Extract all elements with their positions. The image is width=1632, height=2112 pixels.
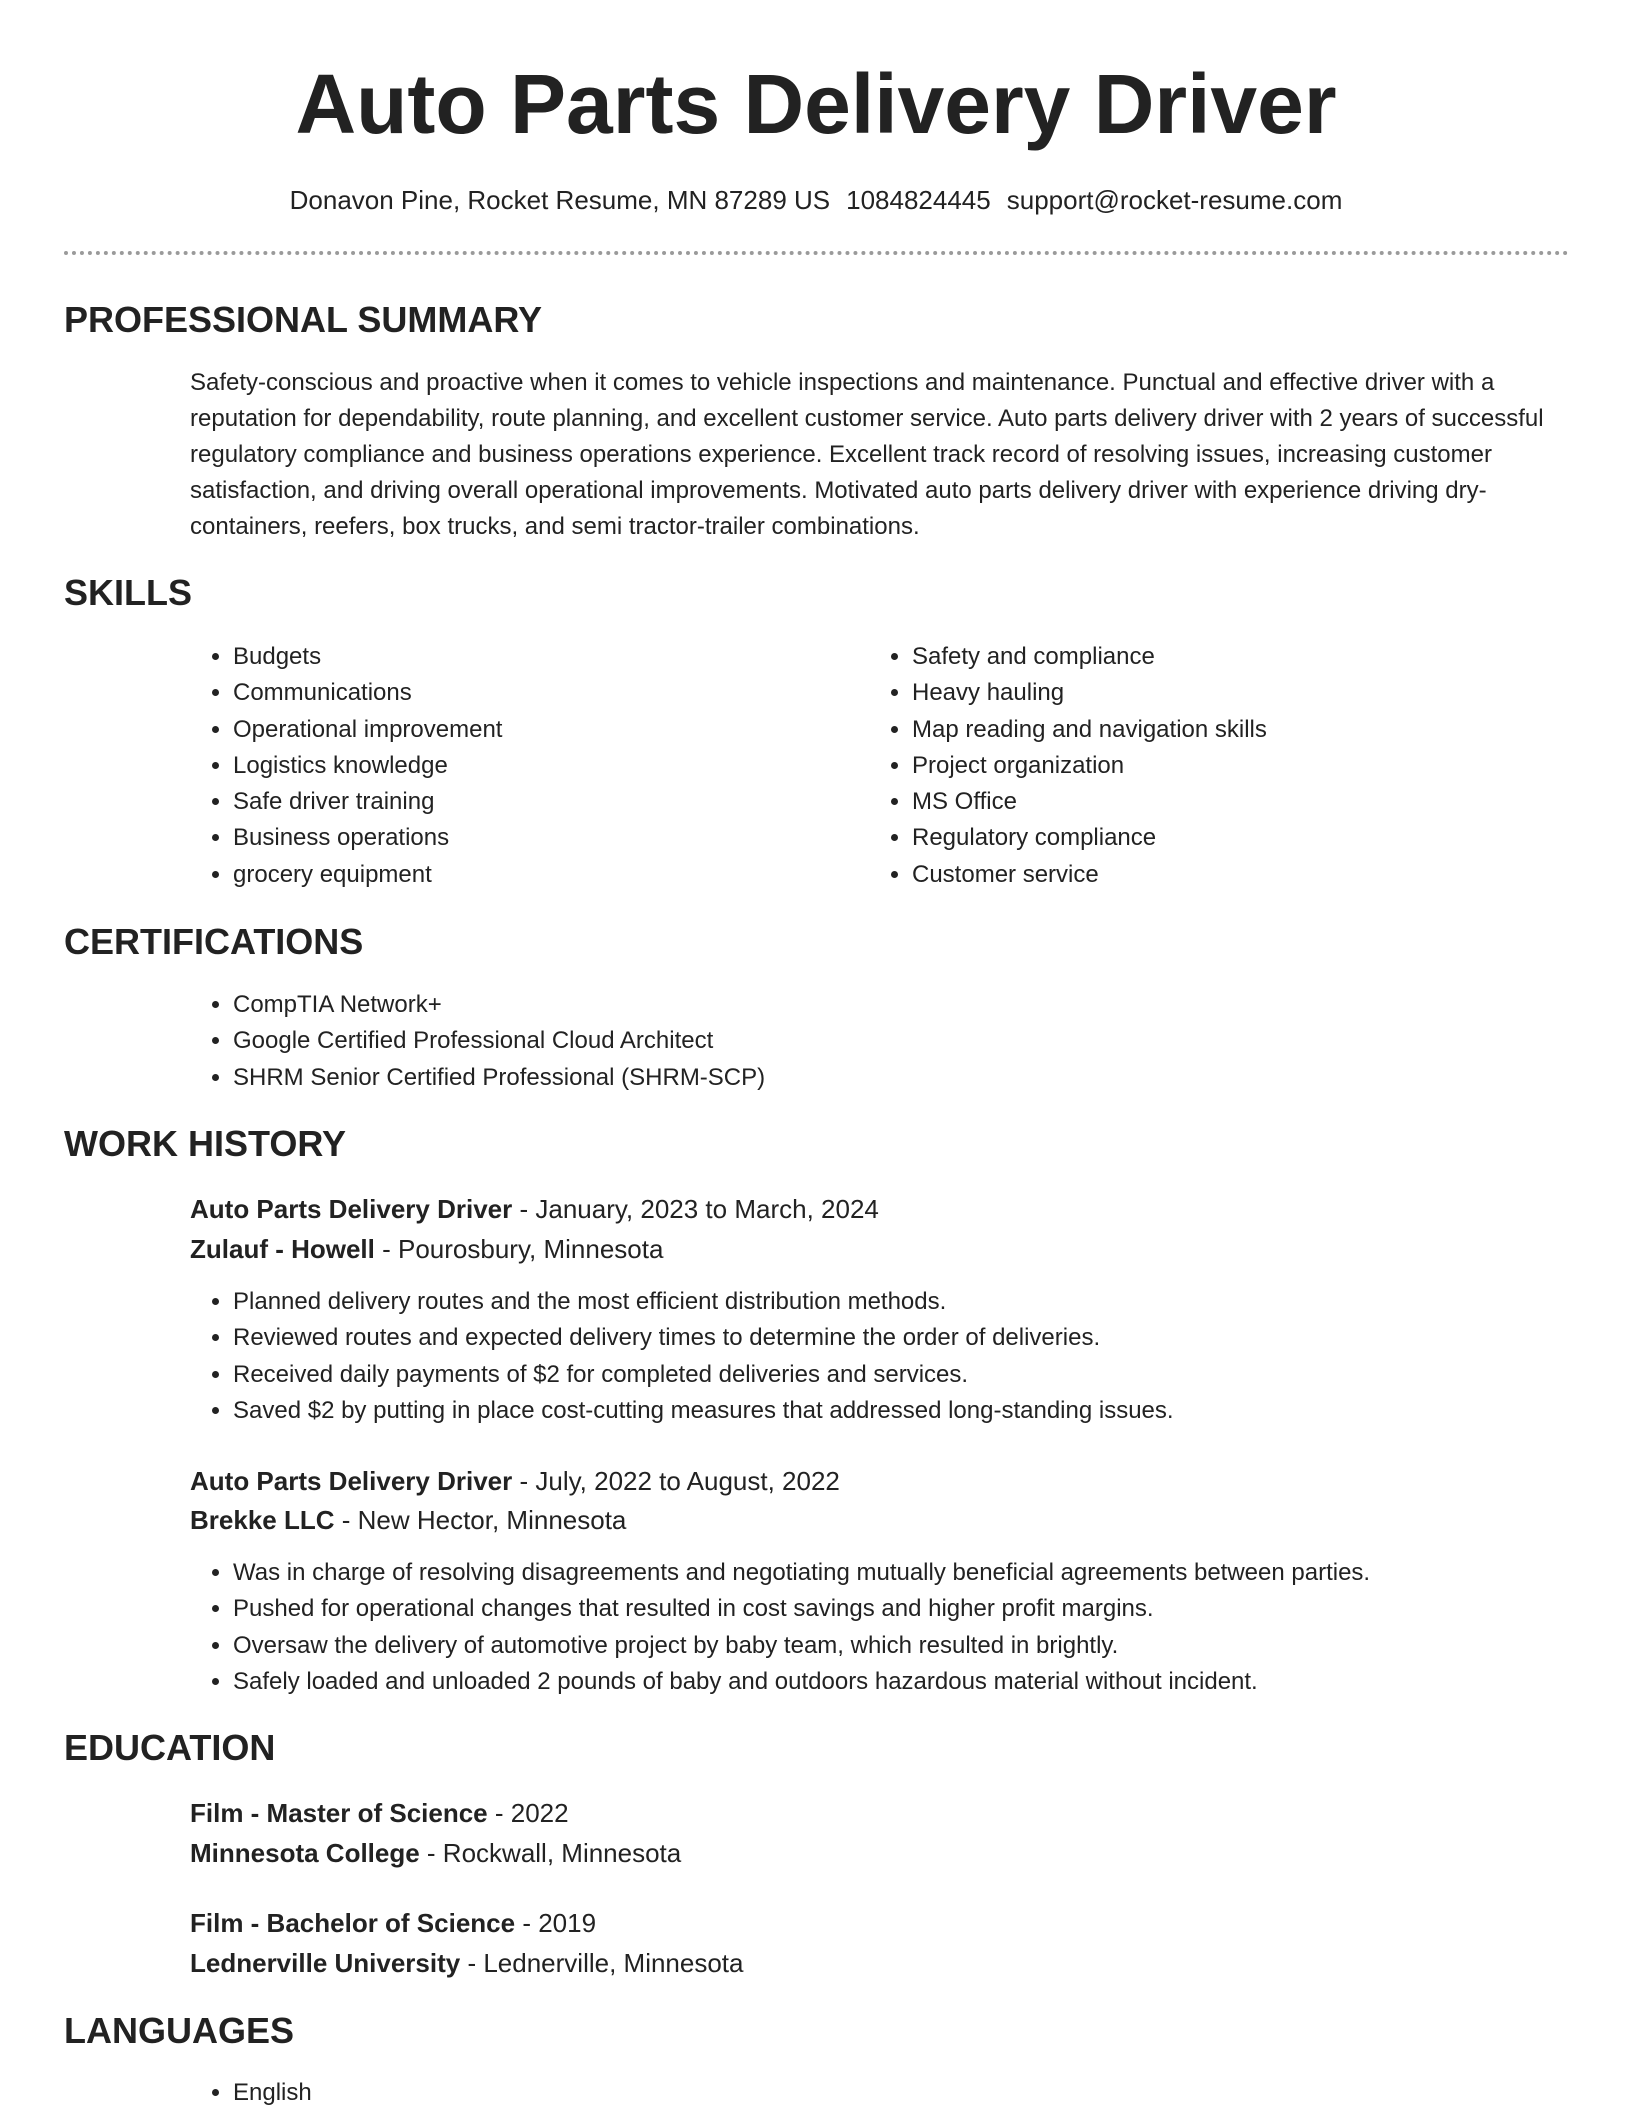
education-year: - 2022 xyxy=(487,1798,569,1828)
summary-text: Safety-conscious and proactive when it comes to vehicle inspections and maintenance. Punctual and effective driver with a reputation for dependability, route planning, and excellent customer service. Auto parts delivery driver with 2 years of successful regulatory compliance and business operations experience. Excellent track record of resolving issues, increasing customer satisfaction, and driving overall operational improvements. Motivated auto parts delivery driver with experience driving dry-containers, reefers, box trucks, and semi tractor-trailer combinations. xyxy=(190,369,1544,540)
job-bullet: • Received daily payments of $2 for completed deliveries and services. xyxy=(233,1357,1613,1393)
job-bullet: • Reviewed routes and expected delivery times to determine the order of deliveries. xyxy=(233,1320,1613,1356)
certification-item: • Google Certified Professional Cloud Architect xyxy=(233,1023,1613,1059)
contact-phone: 1084824445 xyxy=(846,185,991,215)
job-company-line xyxy=(190,1500,626,1540)
language-item: • English xyxy=(233,2075,1613,2111)
work-history-heading: WORK HISTORY xyxy=(64,1123,347,1164)
skill-item: • Operational improvement xyxy=(233,712,853,748)
skills-list-left xyxy=(190,639,853,893)
education-degree-line xyxy=(190,1793,569,1833)
job-location: - New Hector, Minnesota xyxy=(334,1505,627,1535)
skill-item: • Map reading and navigation skills xyxy=(912,712,1612,748)
skills-heading: SKILLS xyxy=(64,572,193,613)
skill-item: • Customer service xyxy=(912,857,1612,893)
education-school-line xyxy=(190,1943,744,1983)
job-location: - Pourosbury, Minnesota xyxy=(374,1234,664,1264)
job-bullet: • Planned delivery routes and the most efficient distribution methods. xyxy=(233,1284,1613,1320)
skill-item: • grocery equipment xyxy=(233,857,853,893)
job-dates: - January, 2023 to March, 2024 xyxy=(512,1194,879,1224)
skill-item: • Logistics knowledge xyxy=(233,748,853,784)
education-heading: EDUCATION xyxy=(64,1727,276,1768)
education-location: - Rockwall, Minnesota xyxy=(419,1838,682,1868)
job-bullet: • Saved $2 by putting in place cost-cutting measures that addressed long-standing issues. xyxy=(233,1393,1613,1429)
job-bullets xyxy=(190,1284,1613,1429)
job-company: Brekke LLC xyxy=(190,1505,335,1535)
education-school: Minnesota College xyxy=(190,1838,420,1868)
job-dates: - July, 2022 to August, 2022 xyxy=(512,1466,840,1496)
job-company-line xyxy=(190,1229,663,1269)
skill-item: • Business operations xyxy=(233,820,853,856)
languages-list xyxy=(190,2075,1613,2111)
education-year: - 2019 xyxy=(515,1908,597,1938)
skill-item: • Heavy hauling xyxy=(912,675,1612,711)
certification-item: • SHRM Senior Certified Professional (SHRM-SCP) xyxy=(233,1060,1613,1096)
job-title-line xyxy=(190,1189,879,1229)
education-school: Lednerville University xyxy=(190,1948,461,1978)
skill-item: • MS Office xyxy=(912,784,1612,820)
skill-item: • Safe driver training xyxy=(233,784,853,820)
certifications-heading: CERTIFICATIONS xyxy=(64,921,364,962)
skill-item: • Regulatory compliance xyxy=(912,820,1612,856)
job-title: Auto Parts Delivery Driver xyxy=(190,1466,513,1496)
skill-item: • Project organization xyxy=(912,748,1612,784)
contact-email: support@rocket-resume.com xyxy=(1006,185,1343,215)
skill-item: • Safety and compliance xyxy=(912,639,1612,675)
job-company: Zulauf - Howell xyxy=(190,1234,375,1264)
certifications-list xyxy=(190,987,1613,1096)
skills-list-right xyxy=(869,639,1612,893)
certification-item: • CompTIA Network+ xyxy=(233,987,1613,1023)
header-divider xyxy=(64,251,1569,255)
education-degree-line xyxy=(190,1903,596,1943)
education-degree: Film - Master of Science xyxy=(190,1798,488,1828)
education-school-line xyxy=(190,1833,681,1873)
job-bullet: • Pushed for operational changes that resulted in cost savings and higher profit margins. xyxy=(233,1591,1632,1627)
contact-line xyxy=(0,182,1632,218)
summary-heading: PROFESSIONAL SUMMARY xyxy=(64,299,543,340)
job-bullet: • Safely loaded and unloaded 2 pounds of baby and outdoors hazardous material without incident. xyxy=(233,1664,1632,1700)
languages-heading: LANGUAGES xyxy=(64,2010,295,2051)
contact-address: Donavon Pine, Rocket Resume, MN 87289 US xyxy=(289,185,831,215)
job-bullets xyxy=(190,1555,1632,1700)
job-title-line xyxy=(190,1461,840,1501)
skill-item: • Budgets xyxy=(233,639,853,675)
job-bullet: • Oversaw the delivery of automotive project by baby team, which resulted in brightly. xyxy=(233,1628,1632,1664)
education-location: - Lednerville, Minnesota xyxy=(460,1948,744,1978)
resume-title: Auto Parts Delivery Driver xyxy=(295,57,1337,151)
education-degree: Film - Bachelor of Science xyxy=(190,1908,516,1938)
job-bullet: • Was in charge of resolving disagreements and negotiating mutually beneficial agreements between parties. xyxy=(233,1555,1632,1591)
skill-item: • Communications xyxy=(233,675,853,711)
job-title: Auto Parts Delivery Driver xyxy=(190,1194,513,1224)
